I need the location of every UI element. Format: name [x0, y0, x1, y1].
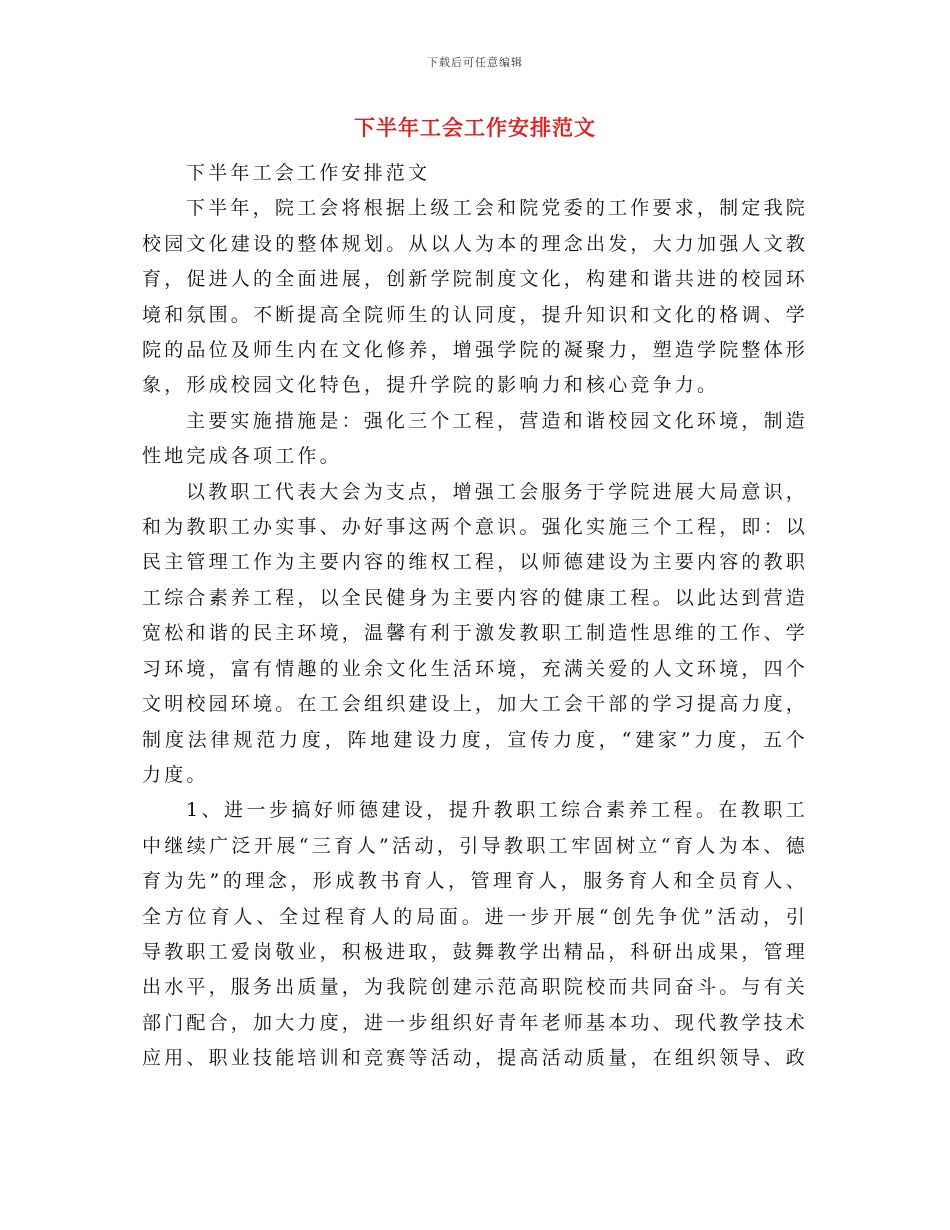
document-body — [142, 156, 808, 1077]
header-note: 下载后可任意编辑 — [427, 56, 523, 69]
paragraph-main-measures: 主要实施措施是：强化三个工程，营造和谐校园文化环境，制造性地完成各项工作。 — [142, 409, 808, 468]
document-title: 下半年工会工作安排范文 — [354, 115, 596, 140]
paragraph-item-1: 1、进一步搞好师德建设，提升教职工综合素养工程。在教职工中继续广泛开展“三育人”活动，引导教职工牢固树立“育人为本、德育为先”的理念，形成教书育人，管理育人，服务育人和全员育人、全方位育人、全过程育人的局面。进一步开展“创先争优”活动，引导教职工爱岗敬业，积极进取，鼓舞教学出精品，科研出成果，管理出水平，服务出质量，为我院创建示范高职院校而共同奋斗。与有关部门配合，加大力度，进一步组织好青年老师基本功、现代教学技术应用、职业技能培训和竞赛等活动，提高活动质量，在组织领导、政 — [142, 799, 809, 1070]
paragraph-subtitle: 下半年工会工作安排范文 — [186, 162, 431, 184]
paragraph-three-projects: 以教职工代表大会为支点，增强工会服务于学院进展大局意识，和为教职工办实事、办好事这两个意识。强化实施三个工程，即：以民主管理工作为主要内容的维权工程，以师德建设为主要内容的教职工综合素养工程，以全民健身为主要内容的健康工程。以此达到营造宽松和谐的民主环境，温馨有利于激发教职工制造性思维的工作、学习环境，富有情趣的业余文化生活环境，充满关爱的人文环境，四个文明校园环境。在工会组织建设上，加大工会干部的学习提高力度，制度法律规范力度，阵地建设力度，宣传力度，“建家”力度，五个力度。 — [142, 480, 809, 786]
paragraph-overview: 下半年，院工会将根据上级工会和院党委的工作要求，制定我院校园文化建设的整体规划。从以人为本的理念出发，大力加强人文教育，促进人的全面进展，创新学院制度文化，构建和谐共进的校园环境和氛围。不断提高全院师生的认同度，提升知识和文化的格调、学院的品位及师生内在文化修养，增强学院的凝聚力，塑造学院整体形象，形成校园文化特色，提升学院的影响力和核心竞争力。 — [142, 197, 809, 397]
